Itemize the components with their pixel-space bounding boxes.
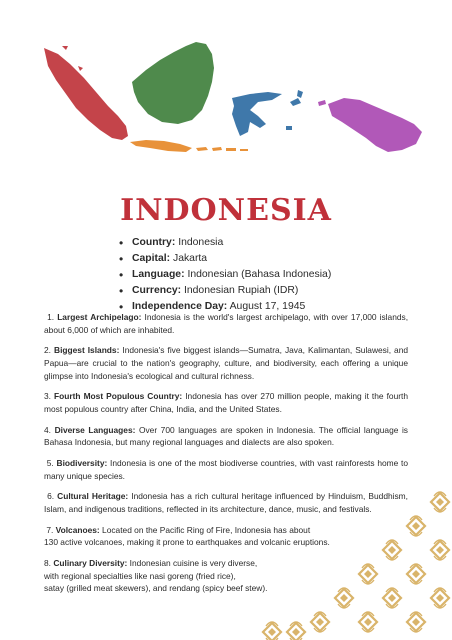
- section-number: 5.: [46, 458, 54, 469]
- section-heading: Volcanoes:: [55, 524, 100, 535]
- section-text: Indonesia is one of the most biodiverse countries, with vast rainforests home to many unique species.: [44, 458, 409, 481]
- papua-island: [328, 98, 422, 152]
- section-number: 1.: [47, 312, 55, 322]
- fact-item: [118, 235, 331, 251]
- fact-label: Currency:: [132, 285, 182, 296]
- nusa-tenggara-islands: [196, 147, 248, 151]
- section-heading: Culinary Diversity:: [53, 558, 128, 569]
- fact-value: Jakarta: [173, 253, 208, 264]
- kalimantan-island: [132, 42, 214, 124]
- section-heading: Biodiversity:: [56, 458, 108, 469]
- section-line: with regional specialties like nasi goreng (fried rice),: [44, 570, 236, 581]
- section-number: 6.: [47, 491, 55, 502]
- fact-value: August 17, 1945: [229, 301, 306, 312]
- section-text: Over 700 languages are spoken in Indonesia. The official language is Bahasa Indonesia, but many regional languages and dialects are also spoken.: [44, 424, 408, 448]
- sumatra-islet: [78, 66, 83, 71]
- java-island: [130, 140, 192, 152]
- section-biggest-islands: [44, 344, 408, 382]
- section-text: Indonesia has over 270 million people, making it the fourth most populous country after China, India, and the United States.: [44, 391, 408, 414]
- section-biodiversity: [44, 457, 408, 482]
- batik-ornament: [252, 490, 452, 640]
- section-heading: Cultural Heritage:: [57, 491, 129, 502]
- section-heading: Largest Archipelago:: [57, 312, 142, 322]
- papua-islet: [318, 100, 326, 106]
- section-largest-archipelago: [44, 311, 408, 336]
- section-text: Indonesia has a rich cultural heritage influenced by Hinduism, Buddhism, Islam, and indigenous traditions, reflected in its architecture, dance, music, and festivals.: [44, 491, 408, 515]
- sumatra-island: [44, 48, 128, 140]
- section-text: Indonesia is the world's largest archipelago, with over 17,000 islands, about 6,000 of which are inhabited.: [44, 312, 409, 335]
- section-line: satay (grilled meat skewers), and rendang (spicy beef stew).: [44, 583, 268, 594]
- sulawesi-island: [232, 92, 282, 136]
- section-diverse-languages: [44, 424, 408, 449]
- section-line: 130 active volcanoes, making it prone to earthquakes and volcanic eruptions.: [44, 537, 330, 548]
- section-heading: Biggest Islands:: [54, 345, 120, 356]
- section-text: Located on the Pacific Ring of Fire, Indonesia has about: [102, 524, 311, 535]
- fact-label: Capital:: [132, 253, 171, 264]
- section-number: 4.: [44, 424, 51, 435]
- page-title: INDONESIA: [120, 193, 332, 228]
- fact-value: Indonesia: [178, 237, 224, 248]
- section-heading: Diverse Languages:: [54, 424, 136, 435]
- fact-label: Independence Day:: [132, 301, 228, 312]
- fact-value: Indonesian (Bahasa Indonesia): [187, 269, 332, 280]
- section-text: Indonesia's five biggest islands—Sumatra, Java, Kalimantan, Sulawesi, and Papua—are crucial to the nation's geography, culture, and biodiversity, each offering a unique glimpse into Indonesia's ecological and cultural richness.: [44, 345, 409, 381]
- fact-label: Language:: [132, 269, 185, 280]
- sumatra-islet: [62, 46, 68, 50]
- fact-item: [118, 283, 331, 299]
- section-heading: Fourth Most Populous Country:: [54, 391, 183, 402]
- section-populous-country: [44, 390, 408, 415]
- maluku-islands: [286, 90, 303, 130]
- indonesia-map: [36, 40, 436, 160]
- section-number: 2.: [44, 345, 51, 356]
- key-facts-list: [118, 235, 331, 315]
- fact-value: Indonesian Rupiah (IDR): [183, 285, 299, 296]
- section-text: Indonesian cuisine is very diverse,: [129, 558, 258, 569]
- section-number: 8.: [44, 558, 51, 569]
- section-number: 7.: [46, 524, 54, 535]
- fact-label: Country:: [132, 237, 176, 248]
- section-number: 3.: [44, 391, 51, 402]
- fact-item: [118, 251, 331, 267]
- fact-item: [118, 267, 331, 283]
